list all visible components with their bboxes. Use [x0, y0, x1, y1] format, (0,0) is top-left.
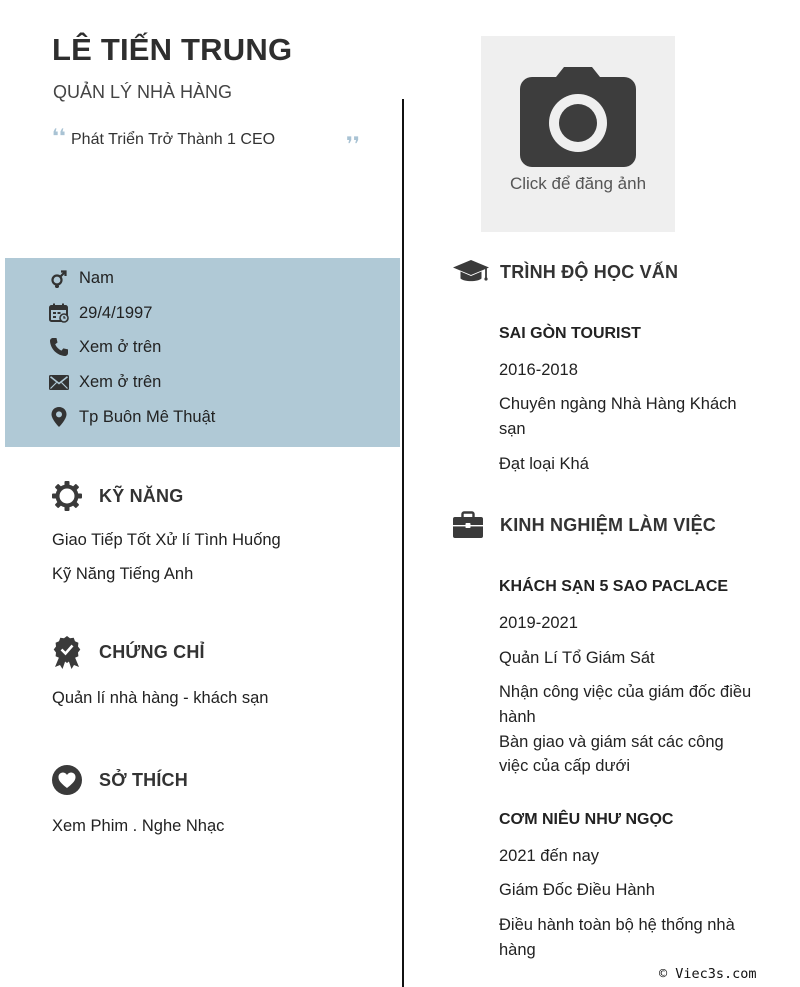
- gender-icon: [48, 267, 70, 289]
- graduation-cap-icon: [452, 256, 490, 288]
- skill-item: Kỹ Năng Tiếng Anh: [52, 565, 194, 583]
- job-period: 2021 đến nay: [499, 847, 600, 865]
- hobby-item: Xem Phim . Nghe Nhạc: [52, 817, 225, 835]
- education-heading: [452, 256, 678, 288]
- phone-value: Xem ở trên: [79, 337, 162, 356]
- education-major: Chuyên ngàng Nhà Hàng Khách: [499, 395, 737, 413]
- photo-upload[interactable]: [481, 36, 675, 232]
- company-name: KHÁCH SẠN 5 SAO PACLACE: [499, 578, 729, 595]
- skill-item: Giao Tiếp Tốt Xử lí Tình Huống: [52, 531, 281, 549]
- certificates-heading: [51, 636, 205, 668]
- heart-icon: [51, 764, 83, 796]
- skills-title: KỸ NĂNG: [99, 485, 184, 506]
- job-period: 2019-2021: [499, 614, 578, 632]
- info-gender: [48, 267, 114, 289]
- job-position: Giám Đốc Điều Hành: [499, 881, 655, 899]
- hobbies-title: SỞ THÍCH: [99, 769, 188, 790]
- watermark: © Viec3s.com: [659, 966, 757, 982]
- experience-title: KINH NGHIỆM LÀM VIỆC: [500, 514, 717, 535]
- job-description: Nhận công việc của giám đốc điều: [499, 683, 752, 701]
- column-divider: [402, 99, 404, 987]
- career-objective: [52, 126, 364, 158]
- experience-heading: [452, 509, 716, 541]
- info-address: [48, 406, 215, 428]
- objective-text: Phát Triển Trở Thành 1 CEO: [71, 131, 276, 148]
- birthday-value: 29/4/1997: [79, 303, 153, 322]
- job-position: Quản Lí Tổ Giám Sát: [499, 649, 655, 667]
- photo-upload-label: Click để đăng ảnh: [509, 174, 647, 193]
- gear-icon: [51, 480, 83, 512]
- camera-icon: [520, 65, 636, 167]
- gender-value: Nam: [79, 268, 114, 287]
- hobbies-heading: [51, 764, 188, 796]
- award-icon: [51, 636, 83, 668]
- address-value: Tp Buôn Mê Thuật: [79, 407, 216, 426]
- certificate-item: Quản lí nhà hàng - khách sạn: [52, 689, 269, 707]
- job-title: QUẢN LÝ NHÀ HÀNG: [53, 82, 233, 102]
- phone-icon: [48, 336, 70, 358]
- job-description-cont: hành: [499, 708, 536, 726]
- education-period: 2016-2018: [499, 361, 578, 379]
- map-pin-icon: [48, 406, 70, 428]
- job-description: Bàn giao và giám sát các công: [499, 733, 724, 751]
- info-birthday: [48, 302, 152, 324]
- education-grade: Đạt loại Khá: [499, 455, 589, 473]
- open-quote-icon: ❛❛: [52, 126, 66, 148]
- info-phone: [48, 336, 161, 358]
- calendar-icon: [48, 302, 70, 324]
- close-quote-icon: ❜❜: [346, 134, 360, 156]
- job-description-cont: việc của cấp dưới: [499, 757, 631, 775]
- personal-info-panel: [5, 258, 400, 447]
- email-value: Xem ở trên: [79, 372, 162, 391]
- education-major-cont: sạn: [499, 420, 526, 438]
- skills-heading: [51, 480, 183, 512]
- briefcase-icon: [452, 509, 484, 541]
- company-name: CƠM NIÊU NHƯ NGỌC: [499, 811, 674, 828]
- info-email: [48, 371, 161, 393]
- candidate-name: LÊ TIẾN TRUNG: [52, 32, 293, 67]
- job-description-cont: hàng: [499, 941, 536, 959]
- education-title: TRÌNH ĐỘ HỌC VẤN: [500, 261, 679, 282]
- envelope-icon: [48, 371, 70, 393]
- school-name: SAI GÒN TOURIST: [499, 325, 641, 342]
- job-description: Điều hành toàn bộ hệ thống nhà: [499, 916, 735, 934]
- certificates-title: CHỨNG CHỈ: [99, 641, 205, 662]
